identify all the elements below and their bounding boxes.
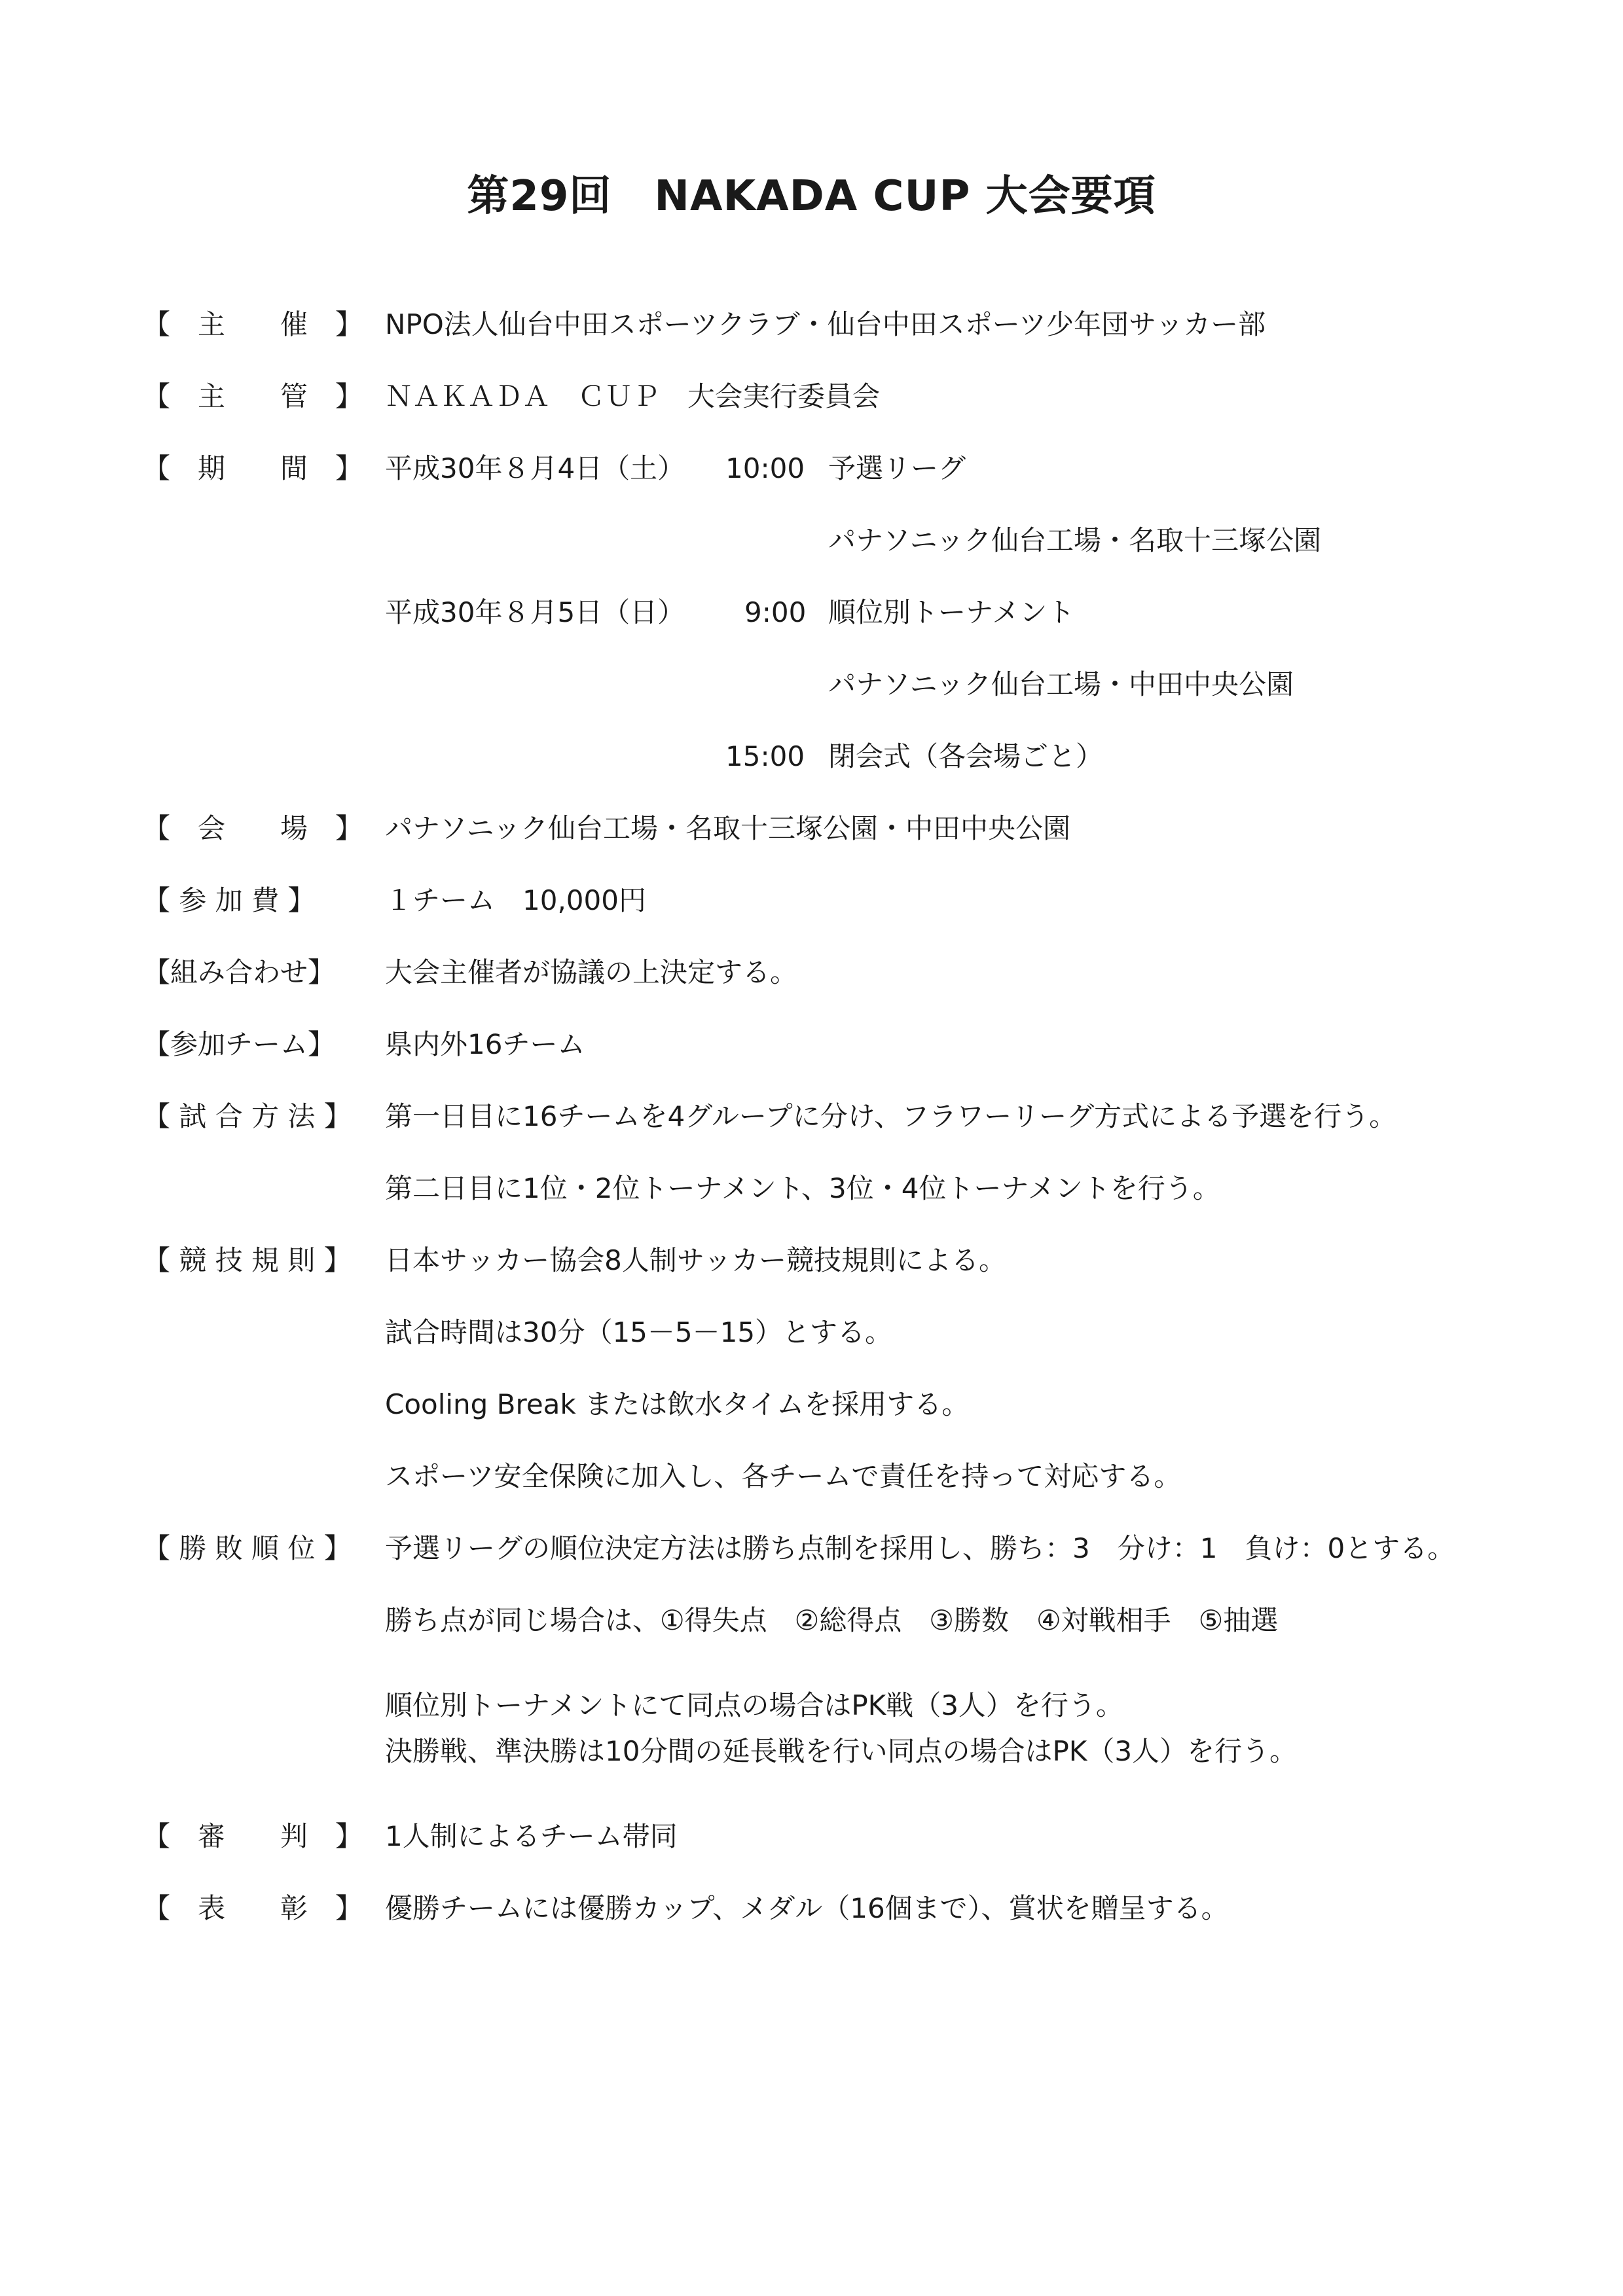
organizer-label: 【 主 管 】 [143, 380, 363, 412]
period-day1-venue: パナソニック仙台工場・名取十三塚公園 [828, 524, 1322, 556]
period-day2-time: 9:00 [744, 596, 807, 628]
referee-text: 1人制によるチーム帯同 [385, 1820, 678, 1852]
rules-line-2: 試合時間は30分（15－5－15）とする。 [385, 1316, 893, 1348]
rules-line-1: 日本サッカー協会8人制サッカー競技規則による。 [385, 1244, 1007, 1276]
rules-label: 【 競 技 規 則 】 [143, 1244, 352, 1276]
rules-line-4: スポーツ安全保険に加入し、各チームで責任を持って対応する。 [385, 1460, 1182, 1492]
period-label: 【 期 間 】 [143, 452, 363, 484]
rules-line-3: Cooling Break または飲水タイムを採用する。 [385, 1388, 970, 1420]
teams-text: 県内外16チーム [385, 1028, 585, 1060]
ranking-line-3: 順位別トーナメントにて同点の場合はPK戦（3人）を行う。 [385, 1689, 1123, 1721]
format-line-1: 第一日目に16チームを4グループに分け、フラワーリーグ方式による予選を行う。 [385, 1100, 1397, 1132]
referee-label: 【 審 判 】 [143, 1820, 363, 1852]
format-label: 【 試 合 方 法 】 [143, 1100, 352, 1132]
teams-label: 【参加チーム】 [143, 1028, 336, 1060]
ranking-line-1: 予選リーグの順位決定方法は勝ち点制を採用し、勝ち：3 分け：1 負け：0とする。 [385, 1532, 1455, 1564]
fee-text: １チーム 10,000円 [385, 884, 646, 916]
period-day1-time: 10:00 [725, 452, 805, 484]
host-label: 【 主 催 】 [143, 308, 363, 340]
ranking-line-2: 勝ち点が同じ場合は、①得失点 ②総得点 ③勝数 ④対戦相手 ⑤抽選 [385, 1604, 1279, 1636]
format-line-2: 第二日目に1位・2位トーナメント、3位・4位トーナメントを行う。 [385, 1172, 1220, 1204]
period-day1-date: 平成30年８月4日（土） [385, 452, 685, 484]
awards-text: 優勝チームには優勝カップ、メダル（16個まで）、賞状を贈呈する。 [385, 1892, 1229, 1924]
awards-label: 【 表 彰 】 [143, 1892, 363, 1924]
period-day2-date: 平成30年８月5日（日） [385, 596, 685, 628]
venue-label: 【 会 場 】 [143, 812, 363, 844]
period-day2-venue: パナソニック仙台工場・中田中央公園 [828, 668, 1294, 700]
ranking-label: 【 勝 敗 順 位 】 [143, 1532, 352, 1564]
host-text: NPO法人仙台中田スポーツクラブ・仙台中田スポーツ少年団サッカー部 [385, 308, 1266, 340]
fee-label: 【 参 加 費 】 [143, 884, 316, 916]
grouping-text: 大会主催者が協議の上決定する。 [385, 956, 798, 988]
organizer-text: ＮＡＫＡＤＡ ＣＵＰ 大会実行委員会 [385, 380, 881, 412]
venue-text: パナソニック仙台工場・名取十三塚公園・中田中央公園 [385, 812, 1071, 844]
ranking-line-4: 決勝戦、準決勝は10分間の延長戦を行い同点の場合はPK（3人）を行う。 [385, 1735, 1298, 1767]
page-title: 第29回 NAKADA CUP 大会要項 [467, 172, 1156, 221]
period-day2-event: 順位別トーナメント [828, 596, 1075, 628]
grouping-label: 【組み合わせ】 [143, 956, 336, 988]
period-closing-time: 15:00 [725, 740, 805, 772]
period-closing-event: 閉会式（各会場ごと） [828, 740, 1104, 772]
period-day1-event: 予選リーグ [828, 452, 966, 484]
